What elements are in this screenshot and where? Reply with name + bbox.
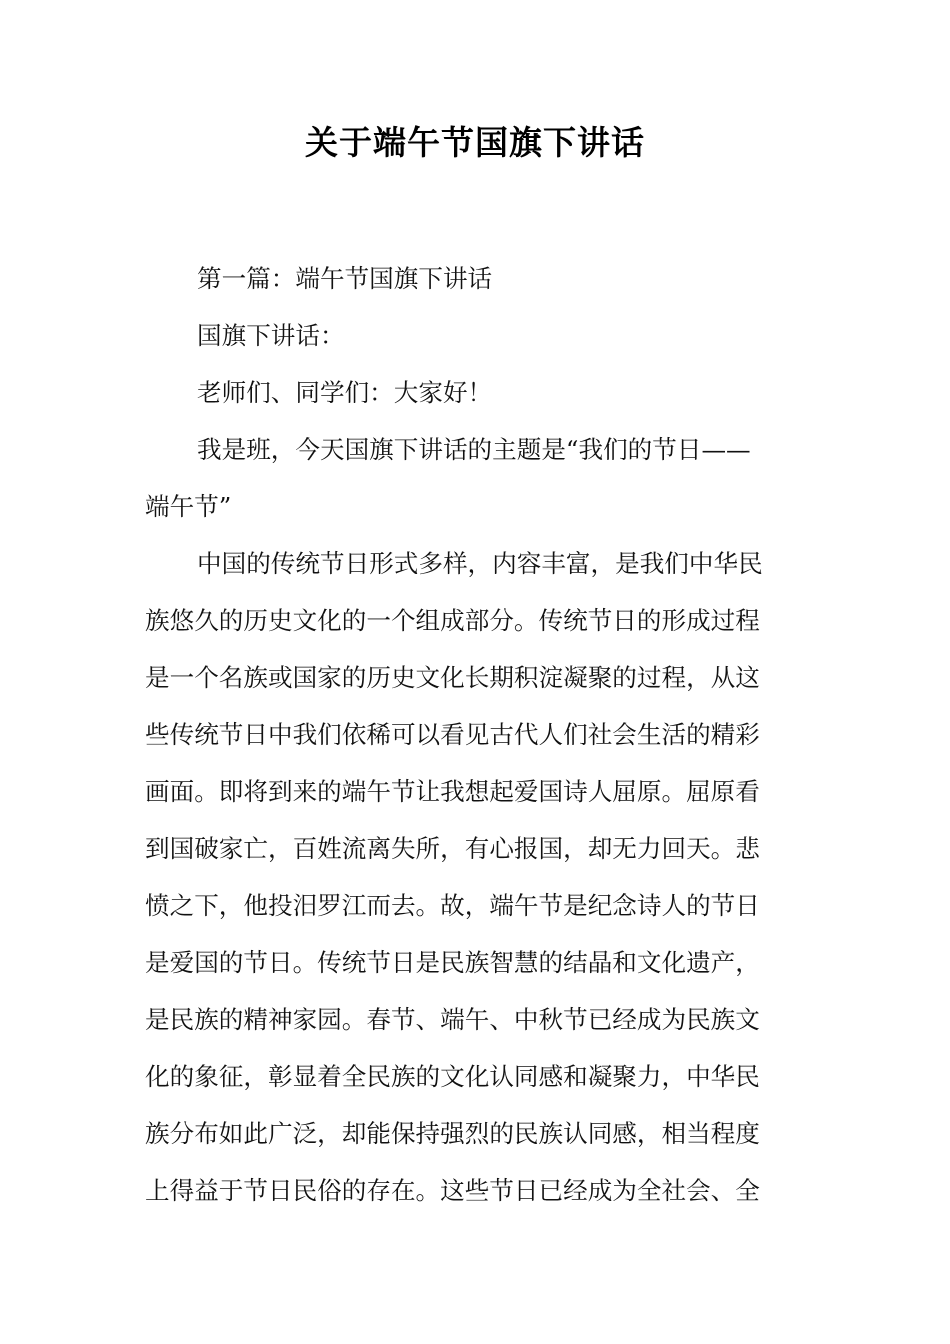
text-line: 国旗下讲话： [197,321,345,350]
text-line: 到国破家亡，百姓流离失所，有心报国，却无力回天。悲 [145,834,760,863]
paragraph-topic [145,421,808,535]
paragraph-main [145,535,808,1219]
text-line: 是民族的精神家园。春节、端午、中秋节已经成为民族文 [145,1005,760,1034]
text-line: 化的象征，彰显着全民族的文化认同感和凝聚力，中华民 [145,1062,760,1091]
document-body [145,250,808,1219]
text-line: 是一个名族或国家的历史文化长期积淀凝聚的过程，从这 [145,663,760,692]
text-line: 上得益于节日民俗的存在。这些节日已经成为全社会、全 [145,1176,760,1205]
text-line: 我是班，今天国旗下讲话的主题是“我们的节日—— [197,435,751,464]
paragraph-speech-label [145,307,808,364]
text-line: 些传统节日中我们依稀可以看见古代人们社会生活的精彩 [145,720,760,749]
paragraph-greeting [145,364,808,421]
text-line: 愤之下，他投汨罗江而去。故，端午节是纪念诗人的节日 [145,891,760,920]
text-line: 中国的传统节日形式多样，内容丰富，是我们中华民 [197,549,763,578]
text-line: 第一篇：端午节国旗下讲话 [197,264,493,293]
text-line: 端午节” [145,492,232,521]
paragraph-chapter-heading [145,250,808,307]
text-line: 族分布如此广泛，却能保持强烈的民族认同感，相当程度 [145,1119,760,1148]
text-line: 老师们、同学们：大家好！ [197,378,493,407]
page-title: 关于端午节国旗下讲话 [305,123,645,162]
text-line: 是爱国的节日。传统节日是民族智慧的结晶和文化遗产， [145,948,760,977]
text-line: 族悠久的历史文化的一个组成部分。传统节日的形成过程 [145,606,760,635]
text-line: 画面。即将到来的端午节让我想起爱国诗人屈原。屈原看 [145,777,760,806]
